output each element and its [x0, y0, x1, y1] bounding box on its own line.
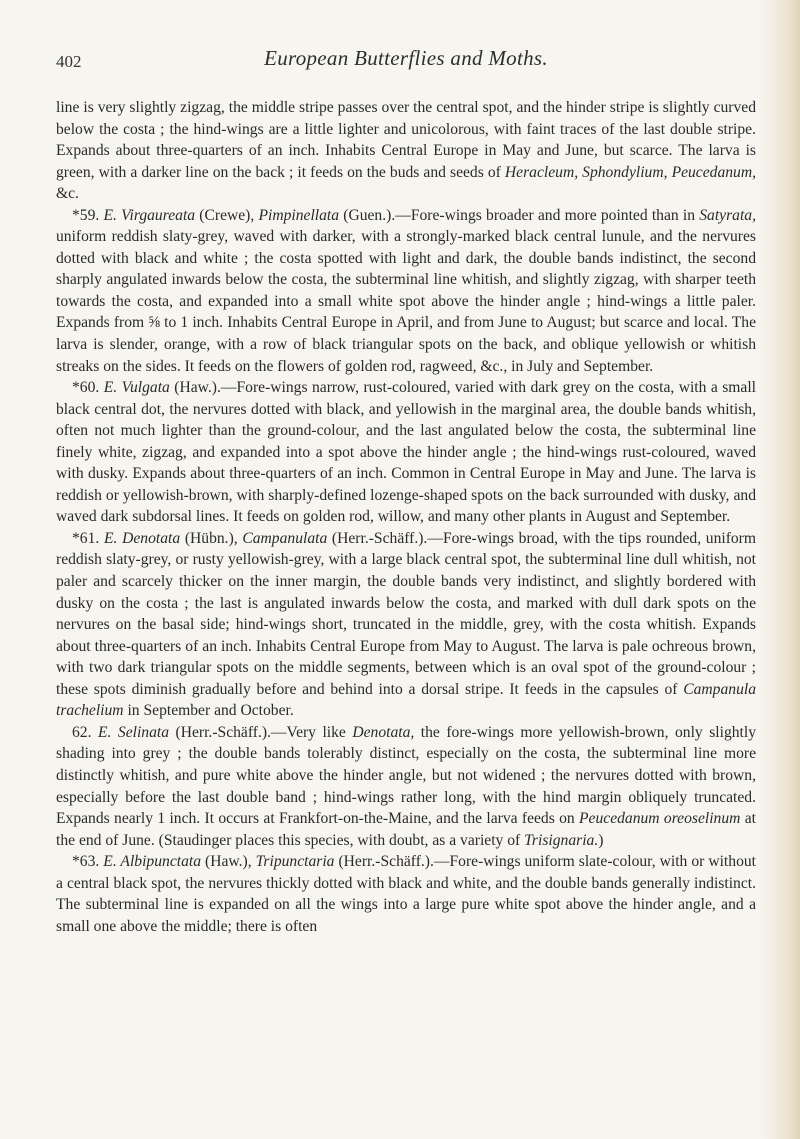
- author: (Haw.),: [201, 853, 256, 871]
- plant-reference: Peucedanum oreoselinum: [579, 810, 741, 828]
- description: Fore-wings uniform slate-colour, with or without a central black spot, the nervures thickly dotted with black and white, and the double bands generally indistinct. The subterminal line is expanded on all the wings into a large pure white spot above the hinder angle, and a small one above the middle; there is often: [56, 853, 756, 935]
- entry-60: [56, 377, 756, 528]
- author: (Haw.).—: [169, 379, 237, 397]
- description: Very like: [286, 723, 353, 741]
- species-name: E. Vulgata: [103, 379, 170, 397]
- plant-reference: Campanula trachelium: [56, 680, 756, 720]
- entry-number: *60.: [72, 379, 100, 397]
- closing-paren: ): [598, 831, 604, 849]
- page-header: [56, 46, 756, 76]
- species-name: E. Virgaureata: [103, 206, 196, 224]
- plant-names: Heracleum, Sphondylium, Peucedanum,: [504, 163, 756, 181]
- running-title: European Butterflies and Moths.: [264, 46, 548, 70]
- species-name: E. Selinata: [98, 723, 170, 741]
- species-name: E. Denotata: [103, 529, 181, 547]
- description-cont: in September and October.: [123, 702, 294, 720]
- page-edge-shadow: [760, 0, 800, 1139]
- page-body: [56, 97, 756, 937]
- synonym-author: (Herr.-Schäff.).—: [334, 853, 450, 871]
- synonym-author: (Guen.).—: [339, 206, 411, 224]
- synonym-author: (Herr.-Schäff.).—: [327, 529, 443, 547]
- page-number: 402: [56, 52, 82, 71]
- author: (Hübn.),: [180, 529, 243, 547]
- author: (Crewe),: [195, 206, 259, 224]
- entry-number: *59.: [72, 206, 100, 224]
- entry-number: *63.: [72, 853, 100, 871]
- entry-number: *61.: [72, 529, 100, 547]
- synonym: Campanulata: [242, 529, 328, 547]
- synonym: Pimpinellata: [258, 206, 340, 224]
- entry-number: 62.: [72, 723, 92, 741]
- description-cont: uniform reddish slaty-grey, waved with darker, with a strongly-marked black central lunule, and the nervures dotted with black and white ; the costa spotted with light and dark, the double bands indistinct, the second sharply angulated inwards below the costa, the subterminal line whitish, and slightly zigzag, with sharper teeth towards the costa, and expanded into a small white spot above the hinder angle ; hind-wings a little paler. Expands from ⅝ to 1 inch. Inhabits Central Europe in April, and from June to August; but scarce and local. The larva is slender, orange, with a row of black triangular spots on the back, and oblique yellowish or whitish streaks on the sides. It feeds on the flowers of golden rod, ragweed, &c., in July and September.: [56, 228, 756, 375]
- species-reference: Satyrata,: [699, 206, 756, 224]
- description-cont: the fore-wings more yellowish-brown, only slightly shading into grey ; the double bands tolerably distinct, especially on the costa, the subterminal line more distinctly whitish, and pure white above the hinder angle, but not widened ; the nervures dotted with brown, especially before the last double band ; hind-wings rather long, with the hind margin obliquely truncated. Expands nearly 1 inch. It occurs at Frankfort-on-the-Maine, and the larva feeds on: [56, 723, 757, 828]
- entry-62: [56, 722, 756, 851]
- species-name: E. Albipunctata: [103, 853, 201, 871]
- entry-61: [56, 528, 756, 722]
- description: Fore-wings broader and more pointed than in: [410, 206, 700, 224]
- description: Fore-wings narrow, rust-coloured, varied with dark grey on the costa, with a small black central dot, the nervures dotted with black, and yellowish in the marginal area, the double bands whitish, often not much lighter than the ground-colour, and the last angulated below the costa, the subterminal line finely white, zigzag, and expanded into a spot above the hinder angle ; the hind-wings rust-coloured, waved with dusky. Expands about three-quarters of an inch. Common in Central Europe in May and June. The larva is reddish or yellowish-brown, with sharply-defined lozenge-shaped spots on the back surrounded with dusky, and waved dark subdorsal lines. It feeds on golden rod, willow, and many other plants in August and September.: [56, 379, 757, 526]
- description: Fore-wings broad, with the tips rounded, uniform reddish slaty-grey, or rusty yellowish-grey, with a large black central spot, the subterminal line dull whitish, not paler and scarcely thicker on the inner margin, the double bands very indistinct, and slightly bordered with dusky on the costa ; the last is angulated inwards below the costa, and marked with dull dark spots on the nervures on the basal side; hind-wings short, truncated in the middle, grey, with the costa whitish. Expands about three-quarters of an inch. Inhabits Central Europe from May to August. The larva is pale ochreous brown, with two dark triangular spots on the middle segments, between which is an oval spot of the ground-colour ; these spots diminish gradually before and behind into a dorsal stripe. It feeds in the capsules of: [56, 529, 757, 698]
- species-reference: Denotata,: [352, 723, 415, 741]
- entry-63: [56, 851, 756, 937]
- species-reference-2: Trisignaria.: [524, 831, 599, 849]
- description-cont-2: at the end of June. (Staudinger places this species, with doubt, as a variety of: [56, 810, 757, 849]
- author: (Herr.-Schäff.).—: [169, 723, 287, 741]
- entry-59: [56, 205, 756, 377]
- continuation-paragraph: line is very slightly zigzag, the middle stripe passes over the central spot, and the hinder stripe is slightly curved below the costa ; the hind-wings are a little lighter and unicolorous, with faint traces of the last double stripe. Expands about three-quarters of an inch. Inhabits Central Europe in May and June, but scarce. The larva is green, with a darker line on the back ; it feeds on the buds and seeds of Heracleum, Sphondylium, Peucedanum, &c.: [56, 99, 756, 203]
- synonym: Tripunctaria: [255, 853, 335, 871]
